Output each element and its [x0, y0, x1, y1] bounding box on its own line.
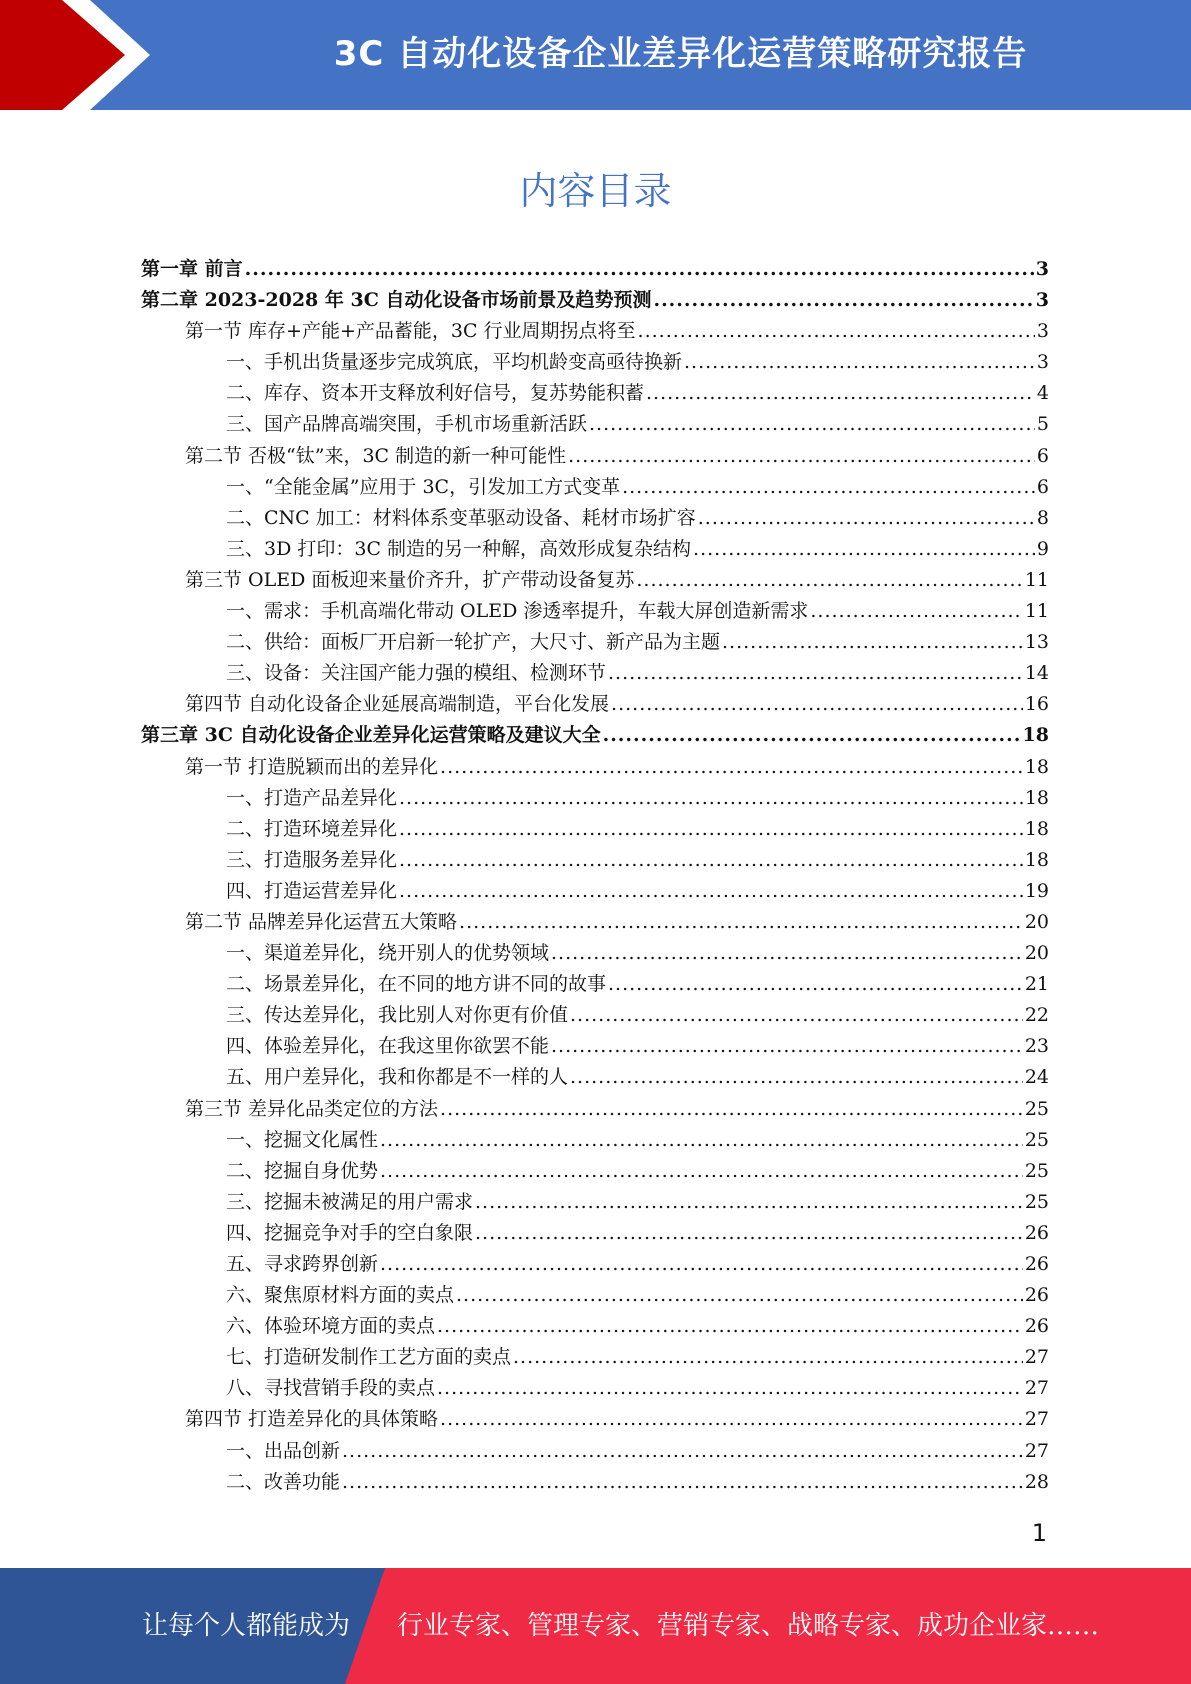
- toc-entry-page: 27: [1024, 1346, 1049, 1369]
- toc-dot-leader: [551, 942, 1023, 964]
- toc-entry-title: 二、供给：面板厂开启新一轮扩产，大尺寸、新产品为主题: [226, 631, 721, 654]
- page-number: 1: [1031, 1519, 1047, 1547]
- toc-dot-leader: [459, 911, 1023, 933]
- toc-dot-leader: [611, 693, 1023, 715]
- toc-entry-page: 24: [1024, 1066, 1049, 1089]
- toc-entry[interactable]: [141, 1404, 1049, 1435]
- toc-entry-title: 第一章 前言: [141, 258, 243, 280]
- toc-entry[interactable]: [141, 1249, 1049, 1280]
- toc-entry-page: 6: [1036, 475, 1049, 498]
- toc-dot-leader: [653, 289, 1033, 311]
- toc-dot-leader: [399, 880, 1023, 902]
- toc-entry[interactable]: [141, 783, 1049, 814]
- toc-entry-title: 第一节 库存+产能+产品蓄能，3C 行业周期拐点将至: [185, 320, 636, 343]
- toc-entry-title: 第二节 否极“钛”来，3C 制造的新一种可能性: [185, 444, 567, 467]
- toc-entry[interactable]: [141, 503, 1049, 534]
- toc-dot-leader: [342, 1440, 1023, 1462]
- toc-entry-title: 二、挖掘自身优势: [226, 1159, 379, 1182]
- toc-entry-page: 25: [1024, 1128, 1049, 1151]
- toc-dot-leader: [440, 1408, 1023, 1430]
- toc-entry-page: 4: [1036, 382, 1049, 405]
- toc-entry-page: 18: [1024, 755, 1049, 778]
- toc-entry[interactable]: [141, 1125, 1049, 1156]
- toc-entry-title: 第三节 差异化品类定位的方法: [185, 1097, 439, 1120]
- toc-dot-leader: [570, 1004, 1023, 1026]
- toc-entry[interactable]: [141, 1156, 1049, 1187]
- toc-dot-leader: [698, 507, 1035, 529]
- toc-dot-leader: [245, 258, 1034, 280]
- toc-entry[interactable]: [141, 627, 1049, 658]
- toc-entry-page: 26: [1024, 1315, 1049, 1338]
- toc-entry-title: 三、设备：关注国产能力强的模组、检测环节: [226, 662, 607, 685]
- toc-entry-page: 3: [1036, 320, 1049, 343]
- toc-dot-leader: [622, 476, 1035, 498]
- toc-entry-title: 第四节 自动化设备企业延展高端制造，平台化发展: [185, 693, 610, 716]
- toc-dot-leader: [475, 1191, 1023, 1213]
- toc-entry[interactable]: [141, 316, 1049, 347]
- toc-dot-leader: [380, 1129, 1023, 1151]
- toc-entry-title: 二、打造环境差异化: [226, 817, 398, 840]
- toc-entry-title: 二、库存、资本开支释放利好信号，复苏势能积蓄: [226, 382, 645, 405]
- toc-dot-leader: [399, 849, 1023, 871]
- toc-entry-page: 25: [1024, 1097, 1049, 1120]
- toc-entry-title: 五、寻求跨界创新: [226, 1253, 379, 1275]
- table-of-contents: [141, 254, 1049, 1498]
- toc-entry[interactable]: [141, 1467, 1049, 1498]
- toc-entry-title: 四、挖掘竞争对手的空白象限: [226, 1221, 474, 1244]
- toc-entry[interactable]: [141, 534, 1049, 565]
- report-header-banner: [0, 0, 1191, 110]
- toc-dot-leader: [342, 1471, 1023, 1493]
- toc-dot-leader: [399, 818, 1023, 840]
- toc-dot-leader: [684, 351, 1035, 373]
- toc-entry-title: 三、国产品牌高端突围，手机市场重新活跃: [226, 413, 588, 436]
- toc-entry[interactable]: [141, 472, 1049, 503]
- toc-entry-title: 二、场景差异化，在不同的地方讲不同的故事: [226, 973, 607, 996]
- footer-banner: [0, 1568, 1191, 1684]
- toc-entry-page: 19: [1024, 879, 1049, 902]
- toc-entry-page: 5: [1036, 413, 1049, 436]
- toc-entry[interactable]: [141, 876, 1049, 907]
- toc-entry-title: 第一节 打造脱颖而出的差异化: [185, 755, 439, 778]
- report-title: 3C 自动化设备企业差异化运营策略研究报告: [333, 34, 1028, 74]
- toc-entry-title: 第二章 2023-2028 年 3C 自动化设备市场前景及趋势预测: [141, 289, 652, 312]
- toc-entry-title: 七、打造研发制作工艺方面的卖点: [226, 1346, 512, 1369]
- toc-entry[interactable]: [141, 1218, 1049, 1249]
- toc-entry-page: 18: [1024, 817, 1049, 840]
- toc-dot-leader: [646, 382, 1035, 404]
- toc-entry[interactable]: [141, 1000, 1049, 1031]
- toc-dot-leader: [722, 631, 1023, 653]
- toc-dot-leader: [608, 662, 1023, 684]
- toc-dot-leader: [603, 724, 1021, 746]
- toc-entry-title: 第二节 品牌差异化运营五大策略: [185, 910, 458, 933]
- toc-entry[interactable]: [141, 254, 1049, 285]
- toc-entry-title: 一、手机出货量逐步完成筑底，平均机龄变高亟待换新: [226, 351, 683, 374]
- toc-entry-page: 14: [1024, 662, 1049, 685]
- toc-entry-title: 第四节 打造差异化的具体策略: [185, 1408, 439, 1431]
- toc-entry-page: 25: [1024, 1159, 1049, 1182]
- toc-entry-page: 18: [1024, 848, 1049, 871]
- toc-entry-title: 第三节 OLED 面板迎来量价齐升，扩产带动设备复苏: [185, 568, 635, 591]
- toc-dot-leader: [437, 1315, 1023, 1337]
- toc-entry-page: 13: [1024, 631, 1049, 654]
- toc-heading: 内容目录: [519, 169, 672, 213]
- toc-dot-leader: [551, 1035, 1023, 1057]
- toc-dot-leader: [693, 538, 1035, 560]
- toc-entry-title: 三、挖掘未被满足的用户需求: [226, 1190, 474, 1213]
- toc-entry[interactable]: [141, 845, 1049, 876]
- toc-entry-page: 26: [1024, 1284, 1049, 1307]
- toc-dot-leader: [440, 756, 1023, 778]
- toc-entry-page: 26: [1024, 1221, 1049, 1244]
- toc-entry[interactable]: [141, 441, 1049, 472]
- toc-entry-page: 25: [1024, 1190, 1049, 1213]
- toc-entry-title: 一、渠道差异化，绕开别人的优势领域: [226, 942, 550, 965]
- toc-entry-title: 一、需求：手机高端化带动 OLED 渗透率提升，车载大屏创造新需求: [226, 600, 809, 623]
- toc-entry[interactable]: [141, 1031, 1049, 1062]
- toc-entry[interactable]: [141, 565, 1049, 596]
- toc-entry[interactable]: [141, 814, 1049, 845]
- toc-entry-page: 28: [1024, 1470, 1049, 1493]
- toc-entry-title: 一、“全能金属”应用于 3C，引发加工方式变革: [226, 475, 621, 498]
- toc-entry[interactable]: [141, 1311, 1049, 1342]
- toc-entry-title: 三、传达差异化，我比别人对你更有价值: [226, 1004, 569, 1027]
- toc-entry[interactable]: [141, 752, 1049, 783]
- toc-entry-page: 11: [1024, 568, 1049, 591]
- toc-entry-page: 26: [1024, 1253, 1049, 1275]
- toc-entry-page: 20: [1024, 942, 1049, 965]
- toc-entry-page: 27: [1024, 1408, 1049, 1431]
- toc-entry[interactable]: [141, 658, 1049, 689]
- toc-entry[interactable]: [141, 378, 1049, 409]
- toc-dot-leader: [570, 1066, 1023, 1088]
- toc-entry[interactable]: [141, 1342, 1049, 1373]
- toc-entry[interactable]: [141, 409, 1049, 440]
- toc-dot-leader: [456, 1284, 1023, 1306]
- toc-dot-leader: [636, 569, 1022, 591]
- toc-entry[interactable]: [141, 1062, 1049, 1093]
- toc-entry-page: 22: [1024, 1004, 1049, 1027]
- toc-entry[interactable]: [141, 1436, 1049, 1467]
- toc-entry-page: 3: [1036, 351, 1049, 374]
- toc-entry-title: 一、出品创新: [226, 1439, 341, 1462]
- toc-entry[interactable]: [141, 1280, 1049, 1311]
- toc-entry-page: 18: [1022, 724, 1049, 747]
- toc-entry-page: 11: [1024, 600, 1049, 623]
- toc-dot-leader: [380, 1160, 1023, 1182]
- footer-slogan-left: 让每个人都能成为: [142, 1611, 351, 1641]
- toc-entry-title: 五、用户差异化，我和你都是不一样的人: [226, 1066, 569, 1089]
- toc-entry[interactable]: [141, 1187, 1049, 1218]
- footer-slogan-right: 行业专家、管理专家、营销专家、战略专家、成功企业家……: [397, 1611, 1100, 1641]
- toc-dot-leader: [513, 1346, 1023, 1368]
- toc-entry-page: 9: [1036, 537, 1049, 560]
- toc-entry[interactable]: [141, 720, 1049, 751]
- toc-entry-page: 27: [1024, 1439, 1049, 1462]
- toc-entry-page: 3: [1035, 289, 1049, 312]
- toc-entry-title: 三、打造服务差异化: [226, 848, 398, 871]
- toc-dot-leader: [638, 320, 1035, 342]
- toc-entry-title: 六、聚焦原材料方面的卖点: [226, 1284, 455, 1307]
- toc-entry-title: 第三章 3C 自动化设备企业差异化运营策略及建议大全: [141, 724, 601, 747]
- toc-entry-title: 二、CNC 加工：材料体系变革驱动设备、耗材市场扩容: [226, 506, 696, 529]
- toc-dot-leader: [437, 1377, 1023, 1399]
- toc-entry[interactable]: [141, 907, 1049, 938]
- toc-dot-leader: [608, 973, 1023, 995]
- toc-entry-title: 八、寻找营销手段的卖点: [226, 1377, 436, 1400]
- toc-entry[interactable]: [141, 596, 1049, 627]
- toc-entry[interactable]: [141, 689, 1049, 720]
- toc-dot-leader: [440, 1098, 1023, 1120]
- toc-dot-leader: [568, 445, 1035, 467]
- toc-entry-title: 六、体验环境方面的卖点: [226, 1315, 436, 1338]
- toc-entry-page: 18: [1024, 786, 1049, 809]
- toc-entry-title: 二、改善功能: [226, 1470, 341, 1493]
- toc-dot-leader: [475, 1222, 1023, 1244]
- toc-dot-leader: [589, 413, 1035, 435]
- toc-entry[interactable]: [141, 1094, 1049, 1125]
- toc-dot-leader: [380, 1253, 1023, 1275]
- toc-entry-page: 21: [1024, 973, 1049, 996]
- toc-entry-page: 8: [1036, 506, 1049, 529]
- toc-entry-page: 6: [1036, 444, 1049, 467]
- toc-entry-page: 3: [1035, 258, 1049, 280]
- toc-dot-leader: [399, 787, 1023, 809]
- toc-entry[interactable]: [141, 1373, 1049, 1404]
- toc-dot-leader: [810, 600, 1022, 622]
- toc-entry[interactable]: [141, 347, 1049, 378]
- toc-entry-title: 一、打造产品差异化: [226, 786, 398, 809]
- toc-entry-title: 三、3D 打印：3C 制造的另一种解，高效形成复杂结构: [226, 537, 692, 560]
- toc-entry-title: 四、打造运营差异化: [226, 879, 398, 902]
- toc-entry[interactable]: [141, 938, 1049, 969]
- toc-entry-title: 四、体验差异化，在我这里你欲罢不能: [226, 1035, 550, 1058]
- toc-entry-page: 27: [1024, 1377, 1049, 1400]
- toc-entry[interactable]: [141, 285, 1049, 316]
- toc-entry-page: 16: [1024, 693, 1049, 716]
- toc-entry-page: 23: [1024, 1035, 1049, 1058]
- toc-entry[interactable]: [141, 969, 1049, 1000]
- toc-entry-page: 20: [1024, 910, 1049, 933]
- toc-entry-title: 一、挖掘文化属性: [226, 1128, 379, 1151]
